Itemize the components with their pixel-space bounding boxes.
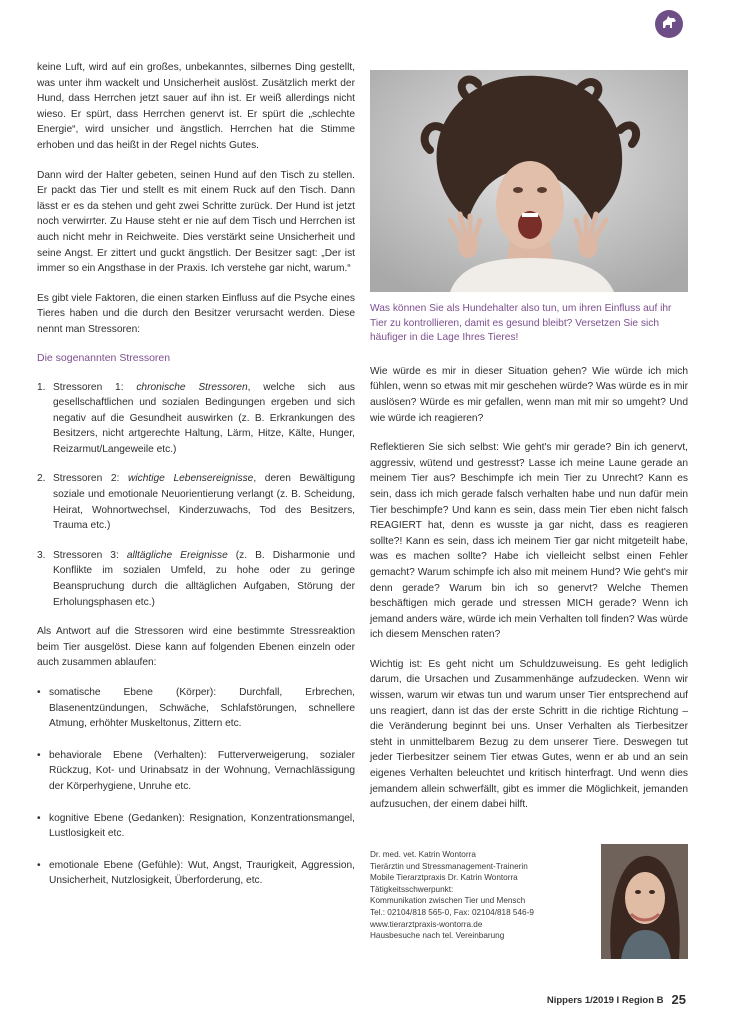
author-line: Tel.: 02104/818 565-0, Fax: 02104/818 546-9 [370, 907, 534, 917]
stressor-item [37, 471, 355, 533]
stressor-item [37, 548, 355, 610]
item-number: 3. [37, 549, 46, 561]
author-line: Hausbesuche nach tel. Vereinbarung [370, 931, 505, 941]
list-item [37, 811, 355, 842]
bullet-icon: • [37, 687, 41, 698]
item-text: , deren Bewältigung soziale und emotionale Neuorientierung verlangt (z. B. Scheidung, Heirat, Wohnortwechsel, Kinderzuwachs, Tod des Besitzers, Trauma etc.) [53, 473, 356, 532]
list-item-text: somatische Ebene (Körper): Durchfall, Erbrechen, Blasenentzündungen, Schwäche, Schlafstörungen, schnellere Atmung, erhöhter Muskeltonus, Zittern etc. [49, 687, 355, 730]
paragraph: Wie würde es mir in dieser Situation gehen? Wie würde ich mich fühlen, wenn so etwas mit mir geschehen würde? Was würde es in mir auslösen? Würde es mir gefallen, wenn man mit mir so umgeht? Und wie würde ich reagieren? [370, 365, 688, 424]
list-item-text: kognitive Ebene (Gedanken): Resignation, Konzentrationsmangel, Lustlosigkeit etc. [49, 812, 355, 840]
item-emphasis: chronische Stressoren [136, 381, 248, 393]
author-line: Kommunikation zwischen Tier und Mensch [370, 896, 526, 906]
page-footer [496, 992, 686, 1010]
page-number: 25 [671, 992, 686, 1007]
item-number: 2. [37, 473, 46, 485]
item-label: Stressoren 1: [53, 381, 137, 393]
author-line: Tätigkeitsschwerpunkt: [370, 884, 454, 894]
list-item [37, 748, 355, 795]
list-item-text: behaviorale Ebene (Verhalten): Futterverweigerung, sozialer Rückzug, Kot- und Urinabsatz in der Wohnung, Vernachlässigung der Körperhygiene, Unruhe etc. [49, 749, 355, 792]
bullet-icon: • [37, 749, 41, 761]
paragraph: Als Antwort auf die Stressoren wird eine bestimmte Stressreaktion beim Tier ausgelöst. Diese kann auf folgenden Ebenen einzeln oder auch zusammen ablaufen: [37, 626, 355, 669]
item-emphasis: wichtige Lebensereignisse [128, 473, 254, 485]
right-column [370, 70, 688, 827]
stressor-item [37, 380, 355, 458]
list-item [37, 685, 355, 732]
item-emphasis: alltägliche Ereignisse [126, 549, 228, 561]
bullet-icon: • [37, 812, 41, 824]
stressed-woman-photo [370, 70, 688, 292]
paragraph: Reflektieren Sie sich selbst: Wie geht's mir gerade? Bin ich genervt, aggressiv, wütend und gestresst? Lasse ich meine Laune gerade an meinem Tier aus? Beschimpfe ich mein Tier zu Unrecht? Kann es sein, dass ich mich gerade falsch verhalten habe und nun dafür mein Tier beschimpfe? Und kann es sein, dass mein Tier eben nicht falsch REAGIERT hat, denn es wusste ja gar nicht, dass es reagieren sollte?! Kann es sein, dass ich meinem Tier gar nicht mitgeteilt habe, was es machen sollte? Habe ich vielleicht selbst einen Fehler gemacht? Warum schimpfe ich also mit meinem Hund? Wie geht's mir denn gerade? Warum bin ich so genervt? Welche Themen beschäftigen mich gerade und stressen MICH gerade? Wenn ich jemand anders wäre, würde ich mein Verhalten toll finden? Was würde ich diesem Menschen raten? [370, 442, 688, 641]
paragraph: Es gibt viele Faktoren, die einen starken Einfluss auf die Psyche eines Tieres haben und die durch den Besitzer verursacht werden. Diese nennt man Stressoren: [37, 292, 355, 335]
paragraph: keine Luft, wird auf ein großes, unbekanntes, silbernes Ding gestellt, was unter ihm wackelt und Unsicherheit auslöst. Zusätzlich merkt der Hund, dass Herrchen jetzt sauer auf ihn ist. Er weiß allerdings nicht wieso. Er spürt, dass Herrchen genervt ist. Er spürt die „schlechte Energie“, wird unsicher und ängstlich. Herrchen hat die Stimme erhoben und das heißt in der Regel nichts Gutes. [37, 62, 355, 151]
left-column [37, 60, 355, 905]
item-text: (z. B. Disharmonie und Konflikte im sozialen Umfeld, zu hohe oder zu geringe Beanspruchung durch die alltäglichen Aufgaben, Störung der Erholungsphasen etc.) [53, 549, 355, 608]
item-number: 1. [37, 381, 46, 393]
author-portrait-photo [601, 844, 688, 959]
dog-logo-icon [655, 10, 683, 38]
paragraph: Wichtig ist: Es geht nicht um Schuldzuweisung. Es geht lediglich darum, die Ursachen und Zusammenhänge aufzudecken. Wenn wir wissen, warum wir etwas tun und warum unser Tier entsprechend auf uns reagiert, dann ist das der erste Schritt in die richtige Richtung – die Veränderung beginnt bei uns. Unser Verhalten als Tierbesitzer steht in unmittelbarem Bezug zu dem unserer Tiere. Deswegen tut jeder Tierbesitzer seinem Tier etwas Gutes, wenn er ab und an sein eigenes Verhalten beleuchtet und kritisch hinterfragt. Und wenn dies jemandem allein schwerfällt, gibt es immer die Möglichkeit, jemanden aufzusuchen, der einem dabei hilft. [370, 658, 688, 811]
item-label: Stressoren 2: [53, 473, 129, 485]
item-text: , welche sich aus gesellschaftlichen und sozialen Bedingungen ergeben und sich negativ auf die Gesundheit auswirken (z. B. Erkrankungen des Besitzers, nicht artgerechte Haltung, Lärm, Hitze, Kälte, Hunger, Reizarmut/Langeweile etc.) [53, 381, 356, 455]
issue-label: Nippers 1/2019 I Region B [546, 995, 664, 1006]
author-info [370, 849, 590, 942]
item-label: Stressoren 3: [53, 549, 127, 561]
paragraph: Dann wird der Halter gebeten, seinen Hund auf den Tisch zu stellen. Er packt das Tier und stellt es mit einem Ruck auf den Tisch. Dann lässt er es da stehen und geht zwei Schritte zurück. Der Hund ist jetzt noch verwirrter. Zu Hause steht er nie auf dem Tisch und Herrchen ist auch nicht mehr in Reichweite. Dies verstärkt seine Unsicherheit und seine Angst. Er zittert und guckt ängstlich. Der Besitzer sagt: „Der ist immer so ein Angsthase in der Praxis. Ich verstehe gar nicht, warum.“ [37, 169, 355, 275]
list-item [37, 858, 355, 889]
section-heading: Die sogenannten Stressoren [37, 351, 171, 364]
author-line: Tierärztin und Stressmanagement-Trainerin [370, 861, 528, 871]
author-line: Dr. med. vet. Katrin Wontorra [370, 850, 476, 859]
author-line: www.tierarztpraxis-wontorra.de [370, 919, 483, 929]
bullet-icon: • [37, 859, 41, 871]
photo-caption: Was können Sie als Hundehalter also tun, um ihren Einfluss auf ihr Tier zu kontrollieren, damit es gesund bleibt? Versetzen Sie sich häufiger in die Lage Ihres Tieres! [370, 303, 672, 344]
author-line: Mobile Tierarztpraxis Dr. Katrin Wontorra [370, 873, 518, 883]
list-item-text: emotionale Ebene (Gefühle): Wut, Angst, Traurigkeit, Aggression, Unsicherheit, Nutzlosigkeit, Überforderung, etc. [49, 859, 355, 887]
